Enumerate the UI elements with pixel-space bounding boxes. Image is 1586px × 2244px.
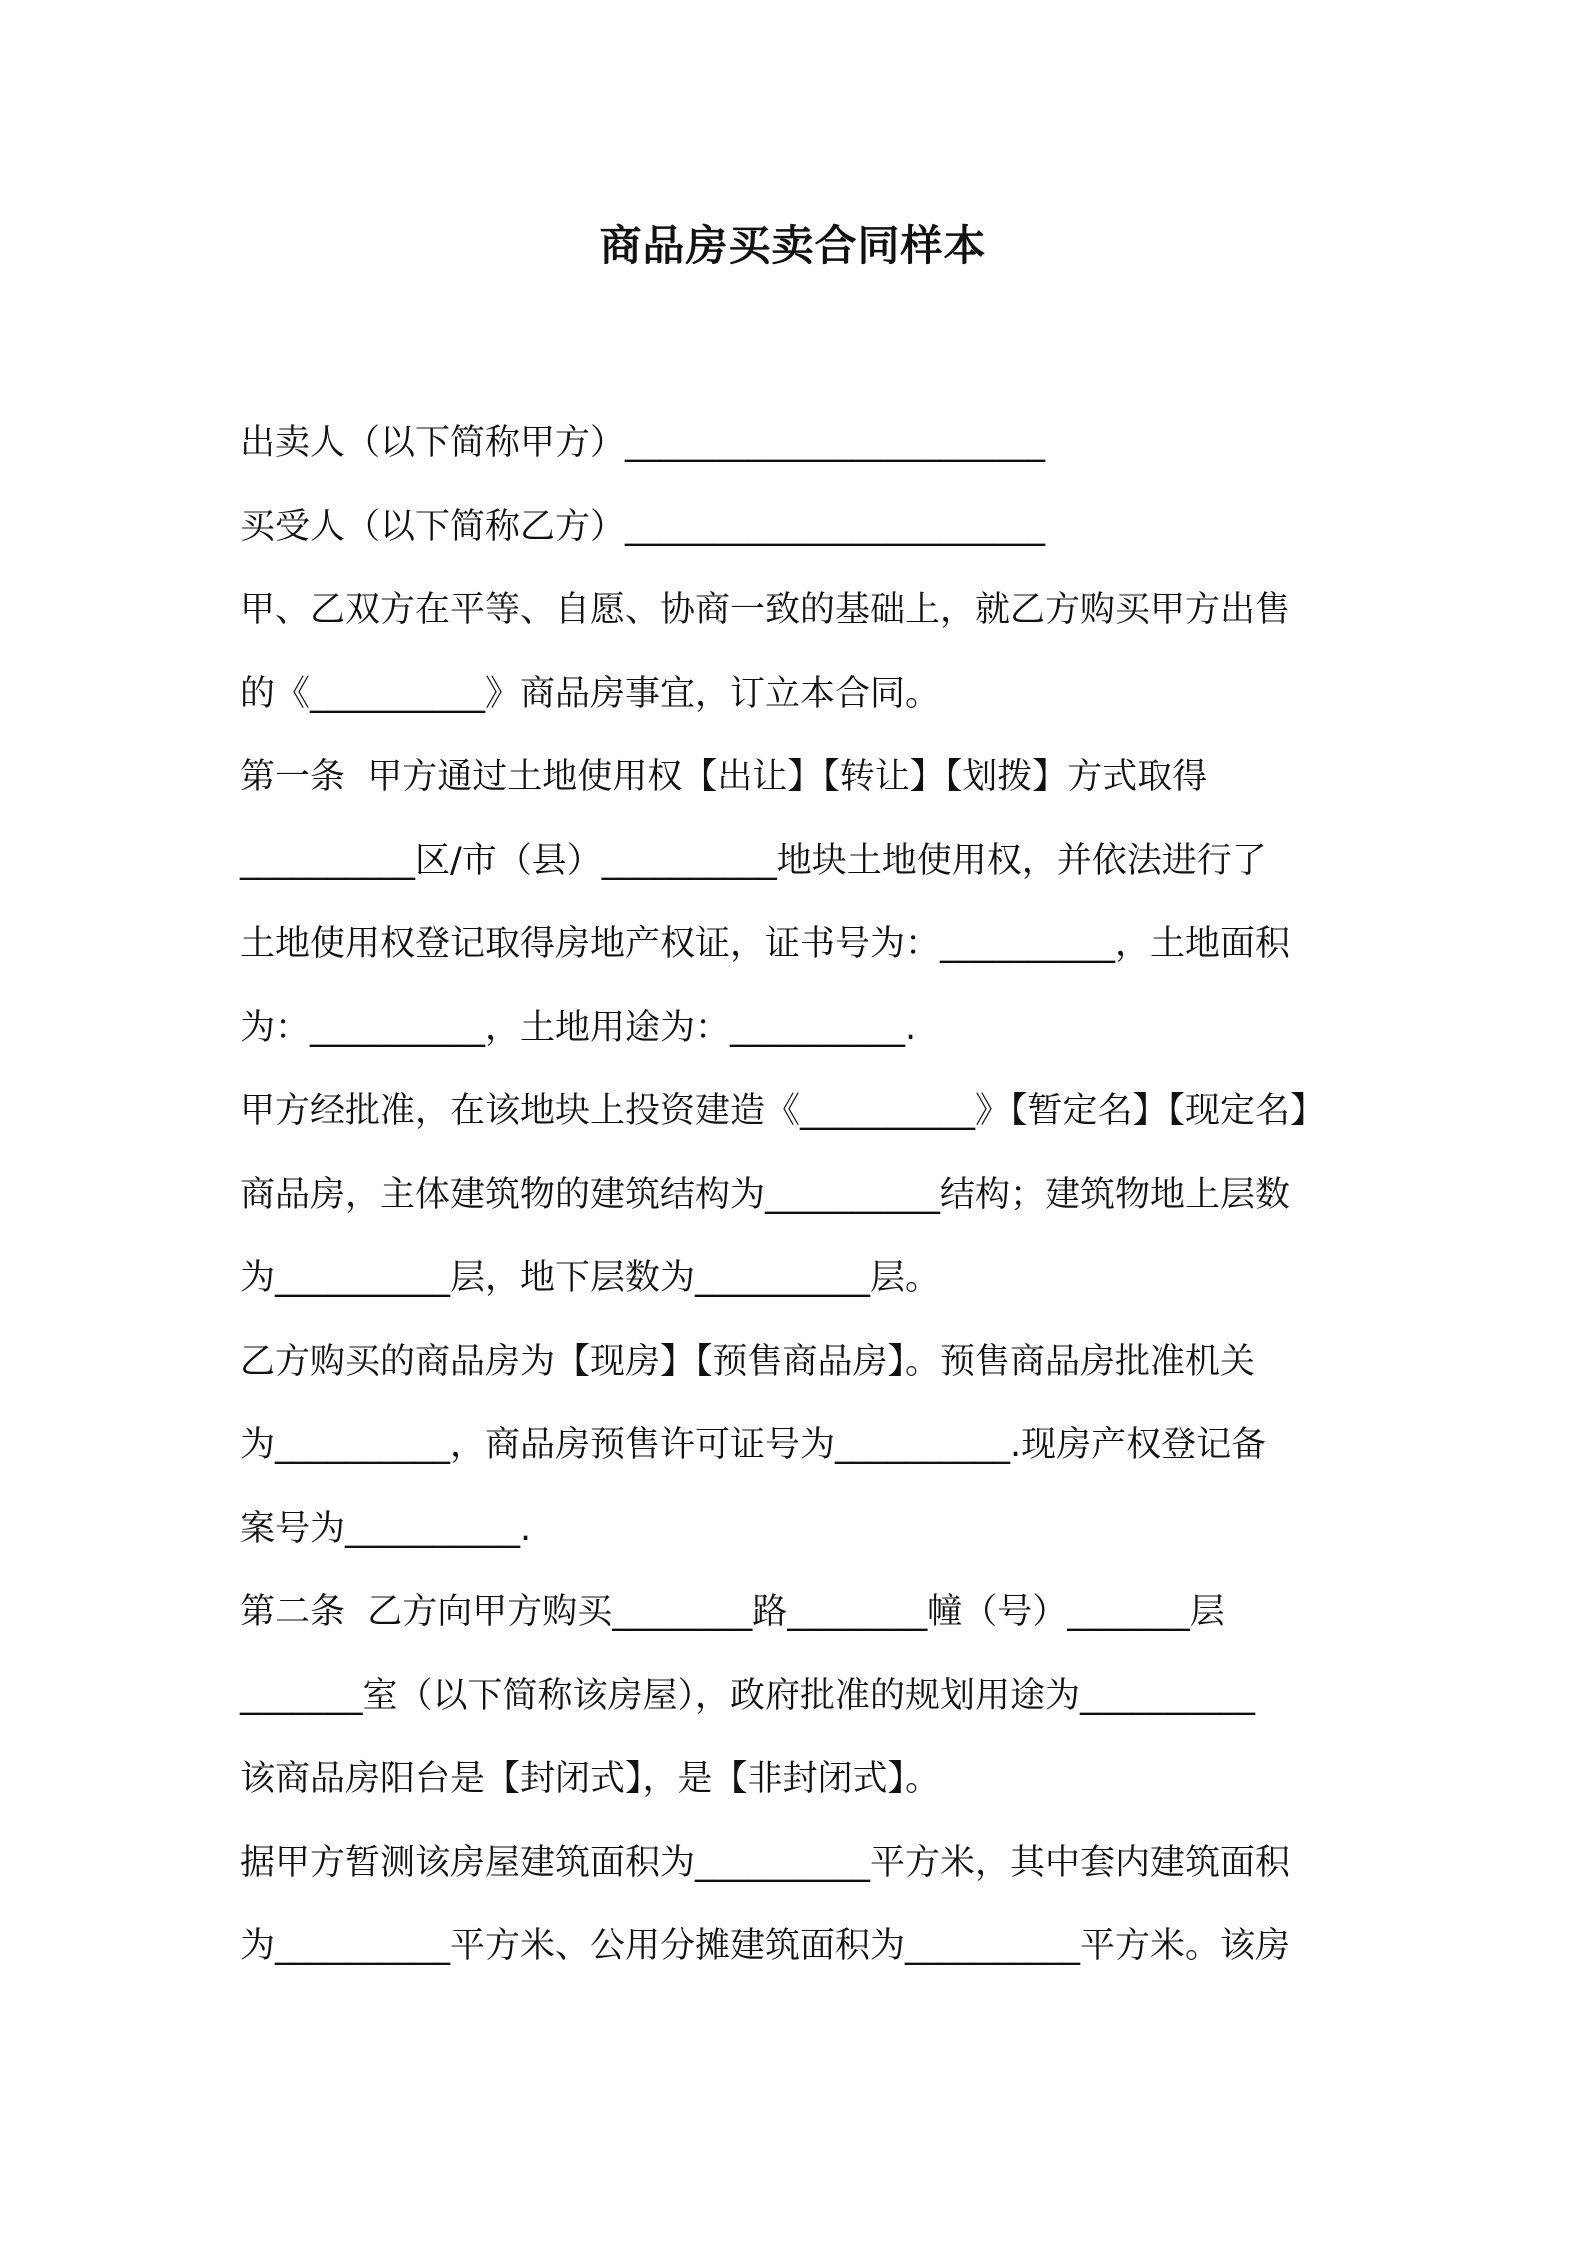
paragraph-line: 为：__________，土地用途为：__________.	[240, 1007, 917, 1048]
paragraph-line: 据甲方暂测该房屋建筑面积为__________平方米，其中套内建筑面积	[240, 1842, 1291, 1883]
buyer-line: 买受人（以下简称乙方）________________________	[240, 506, 1046, 547]
article-one-line: 第一条 甲方通过土地使用权【出让】【转让】【划拨】方式取得	[240, 757, 1208, 797]
document-body	[240, 402, 1360, 1989]
paragraph-line: 为__________平方米、公用分摊建筑面积为__________平方米。该房	[240, 1926, 1291, 1966]
paragraph-line: 案号为__________.	[240, 1508, 532, 1549]
paragraph-line: __________区/市（县）__________地块土地使用权，并依法进行了	[240, 840, 1267, 881]
paragraph-line: _______室（以下简称该房屋），政府批准的规划用途为__________	[240, 1675, 1256, 1716]
paragraph-line: 商品房，主体建筑物的建筑结构为__________结构；建筑物地上层数	[240, 1174, 1291, 1215]
paragraph-line: 乙方购买的商品房为【现房】【预售商品房】。预售商品房批准机关	[240, 1341, 1256, 1382]
paragraph-line: 为__________，商品房预售许可证号为__________.现房产权登记备	[240, 1425, 1267, 1465]
paragraph-line: 甲方经批准，在该地块上投资建造《__________》【暂定名】【现定名】	[240, 1091, 1326, 1131]
seller-line: 出卖人（以下简称甲方）________________________	[240, 423, 1046, 463]
paragraph-line: 该商品房阳台是【封闭式】，是【非封闭式】。	[240, 1759, 941, 1799]
paragraph-line: 的《__________》商品房事宜，订立本合同。	[240, 673, 941, 714]
article-two-line: 第二条 乙方向甲方购买________路________幢（号）_______层	[240, 1592, 1225, 1632]
paragraph-line: 甲、乙双方在平等、自愿、协商一致的基础上，就乙方购买甲方出售	[240, 590, 1291, 630]
paragraph-line: 土地使用权登记取得房地产权证，证书号为：__________，土地面积	[240, 924, 1291, 964]
paragraph-line: 为__________层，地下层数为__________层。	[240, 1258, 941, 1298]
document-title: 商品房买卖合同样本	[599, 221, 987, 270]
